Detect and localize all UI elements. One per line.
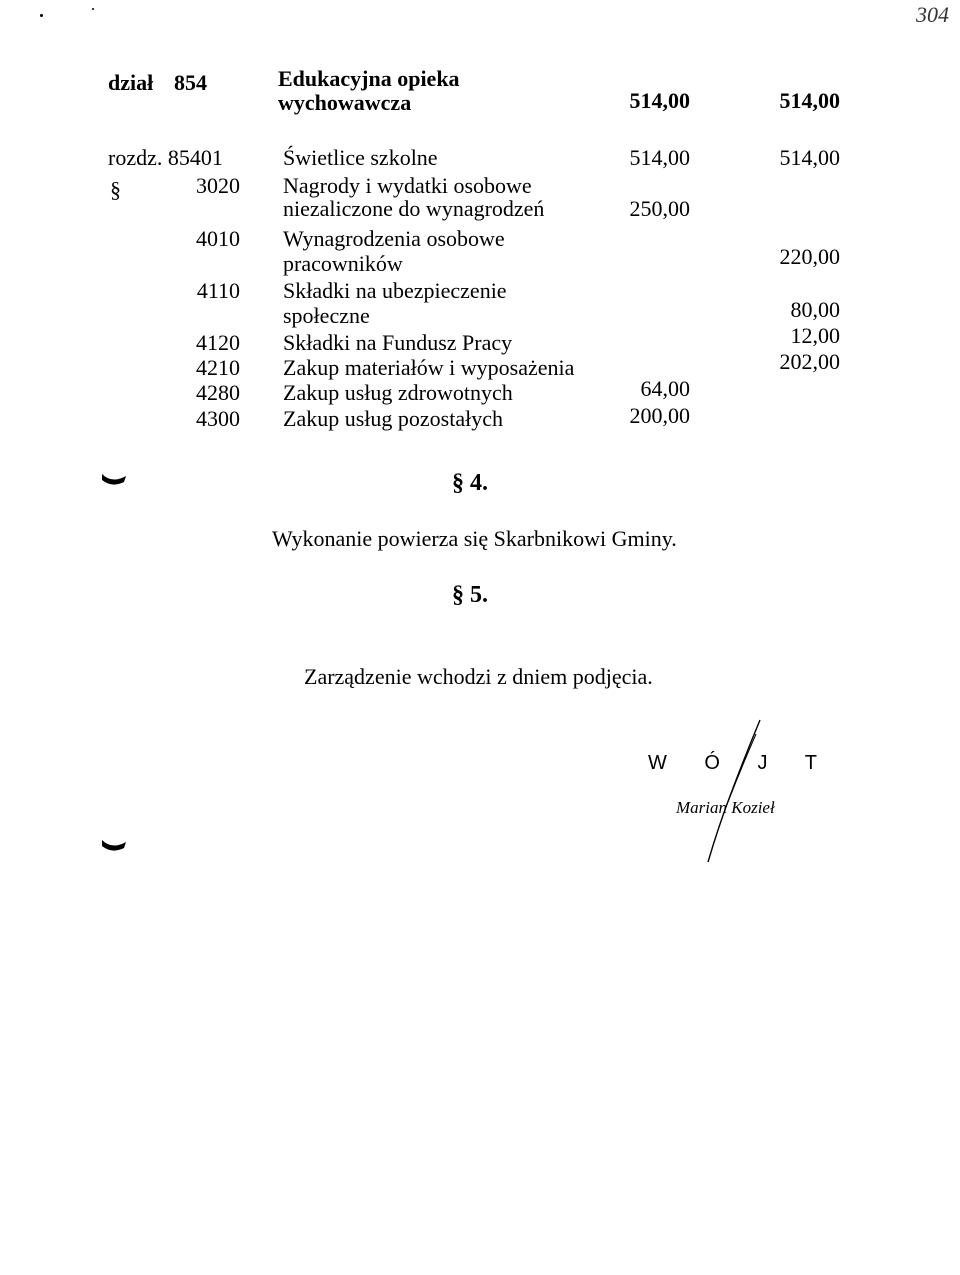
- dzial-name-line1: Edukacyjna opieka: [278, 66, 460, 91]
- item-code: 4110: [196, 278, 240, 303]
- rozdzial-amount-increase: 514,00: [779, 145, 840, 170]
- item-amount-decrease: 250,00: [629, 196, 690, 221]
- item-name-line1: Zakup materiałów i wyposażenia: [283, 355, 575, 380]
- section-5-heading: § 5.: [452, 582, 488, 608]
- scan-mark: [100, 470, 130, 490]
- item-name-line1: Składki na ubezpieczenie: [283, 278, 507, 303]
- dzial-code: 854: [174, 70, 207, 95]
- rozdzial-name: Świetlice szkolne: [283, 145, 438, 170]
- scan-mark: [100, 836, 130, 856]
- signature-title: W Ó J T: [648, 752, 833, 774]
- item-code: 4010: [196, 226, 240, 251]
- item-name-line1: Wynagrodzenia osobowe: [283, 226, 505, 251]
- dzial-amount-increase: 514,00: [779, 88, 840, 113]
- item-amount-decrease: 200,00: [629, 403, 690, 428]
- item-code: 4280: [196, 380, 240, 405]
- item-name-line2: pracowników: [283, 251, 403, 276]
- item-name-line2: niezaliczone do wynagrodzeń: [283, 196, 545, 221]
- item-name-line1: Zakup usług pozostałych: [283, 406, 503, 431]
- item-name-line1: Składki na Fundusz Pracy: [283, 330, 513, 355]
- paragraph-symbol: §: [110, 177, 121, 202]
- section-4-heading: § 4.: [452, 470, 488, 496]
- item-code: 4120: [196, 330, 240, 355]
- scan-dot: [40, 14, 43, 17]
- item-amount-decrease: 64,00: [640, 376, 690, 401]
- item-code: 3020: [196, 173, 240, 198]
- dzial-label: dział: [108, 70, 154, 95]
- item-name-line2: społeczne: [283, 303, 370, 328]
- section-5-text: Zarządzenie wchodzi z dniem podjęcia.: [304, 664, 653, 689]
- section-4-text: Wykonanie powierza się Skarbnikowi Gminy.: [272, 526, 677, 551]
- item-code: 4210: [196, 355, 240, 380]
- page-number: 304: [916, 2, 949, 27]
- dzial-amount-decrease: 514,00: [629, 88, 690, 113]
- handwritten-signature: [690, 716, 770, 866]
- item-code: 4300: [196, 406, 240, 431]
- item-name-line1: Nagrody i wydatki osobowe: [283, 173, 532, 198]
- rozdzial-label: rozdz. 85401: [108, 145, 223, 170]
- item-amount-increase: 80,00: [790, 297, 840, 322]
- item-name-line1: Zakup usług zdrowotnych: [283, 380, 513, 405]
- item-amount-increase: 220,00: [779, 244, 840, 269]
- dzial-name-line2: wychowawcza: [278, 90, 412, 115]
- scan-dot: [92, 8, 94, 10]
- item-amount-increase: 12,00: [790, 323, 840, 348]
- signature-name: Marian Kozieł: [676, 798, 775, 817]
- item-amount-increase: 202,00: [779, 349, 840, 374]
- rozdzial-amount-decrease: 514,00: [629, 145, 690, 170]
